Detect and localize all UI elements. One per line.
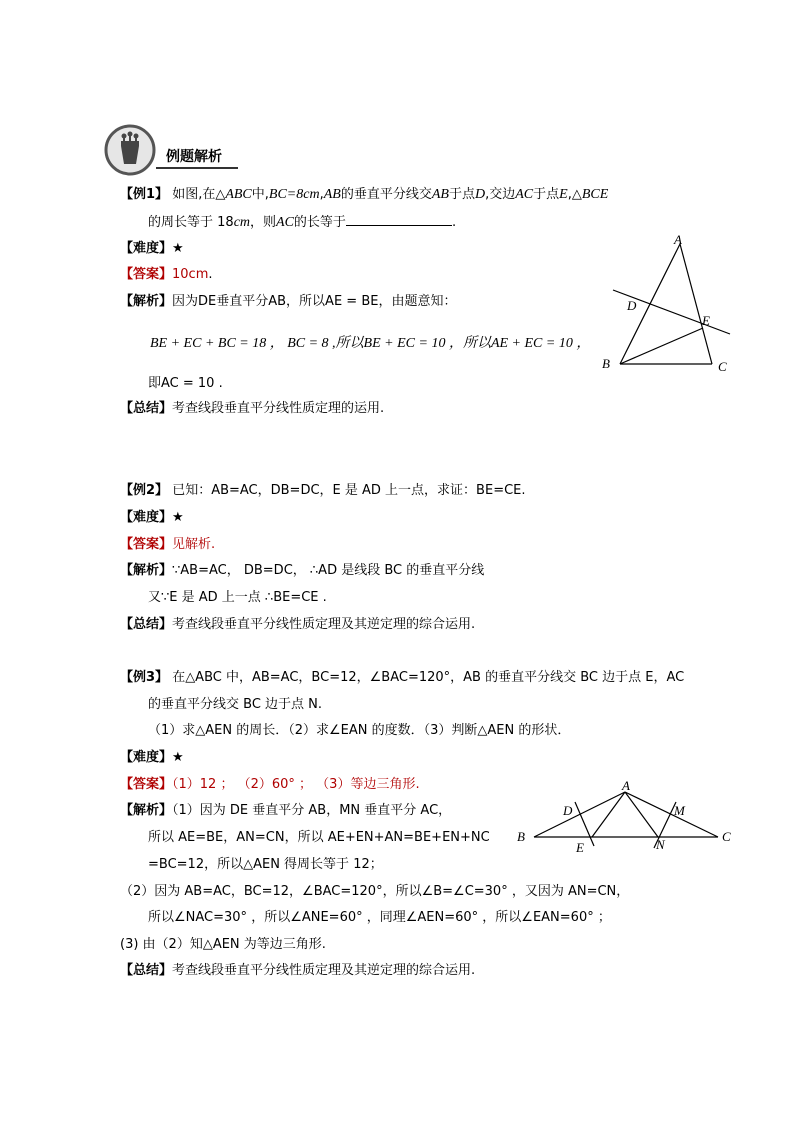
star-icon: ★ bbox=[172, 750, 184, 765]
ex3-analysis-line1: 【解析】（1）因为 DE 垂直平分 AB，MN 垂直平分 AC， bbox=[120, 803, 452, 818]
segment-AN bbox=[625, 792, 658, 837]
label-D: D bbox=[563, 803, 573, 818]
section-title-underline bbox=[156, 167, 238, 169]
section-title: 例题解析 bbox=[166, 149, 222, 165]
ex1-summary: 【总结】考查线段垂直平分线性质定理的运用. bbox=[120, 401, 385, 416]
ex2-question: 【例2】 已知：AB=AC，DB=DC，E 是 AD 上一点，求证：BE=CE. bbox=[120, 483, 526, 498]
segment-AC bbox=[625, 792, 718, 837]
ex1-analysis-line1: 【解析】因为DE垂直平分AB，所以AE = BE，由题意知： bbox=[120, 294, 457, 309]
label-E: E bbox=[576, 840, 584, 855]
segment-AE bbox=[592, 792, 625, 837]
ex3-triangle-figure bbox=[512, 776, 747, 856]
ex1-question-line2: 的周长等于 18cm，则AC的长等于 . bbox=[148, 215, 457, 230]
answer-blank bbox=[346, 213, 452, 226]
label-N: N bbox=[656, 837, 665, 852]
label-E: E bbox=[702, 313, 710, 328]
label-B: B bbox=[602, 356, 610, 371]
ex3-analysis-line5: 所以∠NAC=30° ，所以∠ANE=60° ，同理∠AEN=60° ，所以∠EAN=60° ； bbox=[148, 910, 611, 925]
ex1-question-line1: 【例1】 如图,在△ABC中,BC=8cm,AB的垂直平分线交AB于点D,交边AC于点E,△BCE bbox=[120, 187, 609, 202]
ex1-analysis-line3: 即AC = 10 . bbox=[148, 376, 223, 391]
ex3-question-line2: 的垂直平分线交 BC 边于点 N. bbox=[148, 697, 323, 712]
ex3-question-line3: （1）求△AEN 的周长．（2）求∠EAN 的度数．（3）判断△AEN 的形状． bbox=[148, 723, 571, 738]
ex3-summary: 【总结】考查线段垂直平分线性质定理及其逆定理的综合运用. bbox=[120, 963, 476, 978]
ex3-question-line1: 【例3】 在△ABC 中，AB=AC，BC=12，∠BAC=120°，AB 的垂直平分线交 BC 边于点 E，AC bbox=[120, 670, 685, 685]
star-icon: ★ bbox=[172, 510, 184, 525]
ex1-answer: 【答案】10cm. bbox=[120, 267, 213, 282]
segment-AB bbox=[534, 792, 625, 837]
ex1-difficulty: 【难度】★ bbox=[120, 241, 184, 256]
section-logo-icon bbox=[104, 124, 156, 176]
ex2-analysis-line2: 又∵E 是 AD 上一点 ∴BE=CE . bbox=[148, 590, 327, 605]
segment-BE bbox=[620, 328, 703, 364]
ex3-analysis-line2: 所以 AE=BE，AN=CN，所以 AE+EN+AN=BE+EN+NC bbox=[148, 830, 490, 845]
ex3-answer: 【答案】（1）12 ； （2）60° ； （3）等边三角形. bbox=[120, 777, 420, 792]
star-icon: ★ bbox=[172, 241, 184, 256]
ex3-analysis-line3: =BC=12，所以△AEN 得周长等于 12； bbox=[148, 857, 383, 872]
ex2-summary: 【总结】考查线段垂直平分线性质定理及其逆定理的综合运用. bbox=[120, 617, 476, 632]
ex2-analysis-line1: 【解析】∵AB=AC， DB=DC， ∴AD 是线段 BC 的垂直平分线 bbox=[120, 563, 485, 578]
label-C: C bbox=[718, 359, 727, 374]
label-A: A bbox=[622, 778, 630, 793]
ex1-analysis-line2: BE + EC + BC = 18 ， BC = 8 ,所以BE + EC = 10 ，所以AE + EC = 10 ， bbox=[150, 336, 591, 351]
label-D: D bbox=[627, 298, 637, 313]
ex2-answer: 【答案】见解析. bbox=[120, 537, 216, 552]
label-B: B bbox=[517, 829, 525, 844]
ex2-difficulty: 【难度】★ bbox=[120, 510, 184, 525]
ex3-difficulty: 【难度】★ bbox=[120, 750, 184, 765]
segment-AC bbox=[680, 244, 712, 364]
ex3-analysis-line6: (3) 由（2）知△AEN 为等边三角形. bbox=[120, 937, 326, 952]
ex1-triangle-figure bbox=[595, 230, 745, 380]
ex3-analysis-line4: （2）因为 AB=AC，BC=12，∠BAC=120°，所以∠B=∠C=30° ，又因为 AN=CN， bbox=[120, 884, 630, 899]
label-C: C bbox=[722, 829, 731, 844]
label-M: M bbox=[674, 803, 685, 818]
label-A: A bbox=[674, 232, 682, 247]
